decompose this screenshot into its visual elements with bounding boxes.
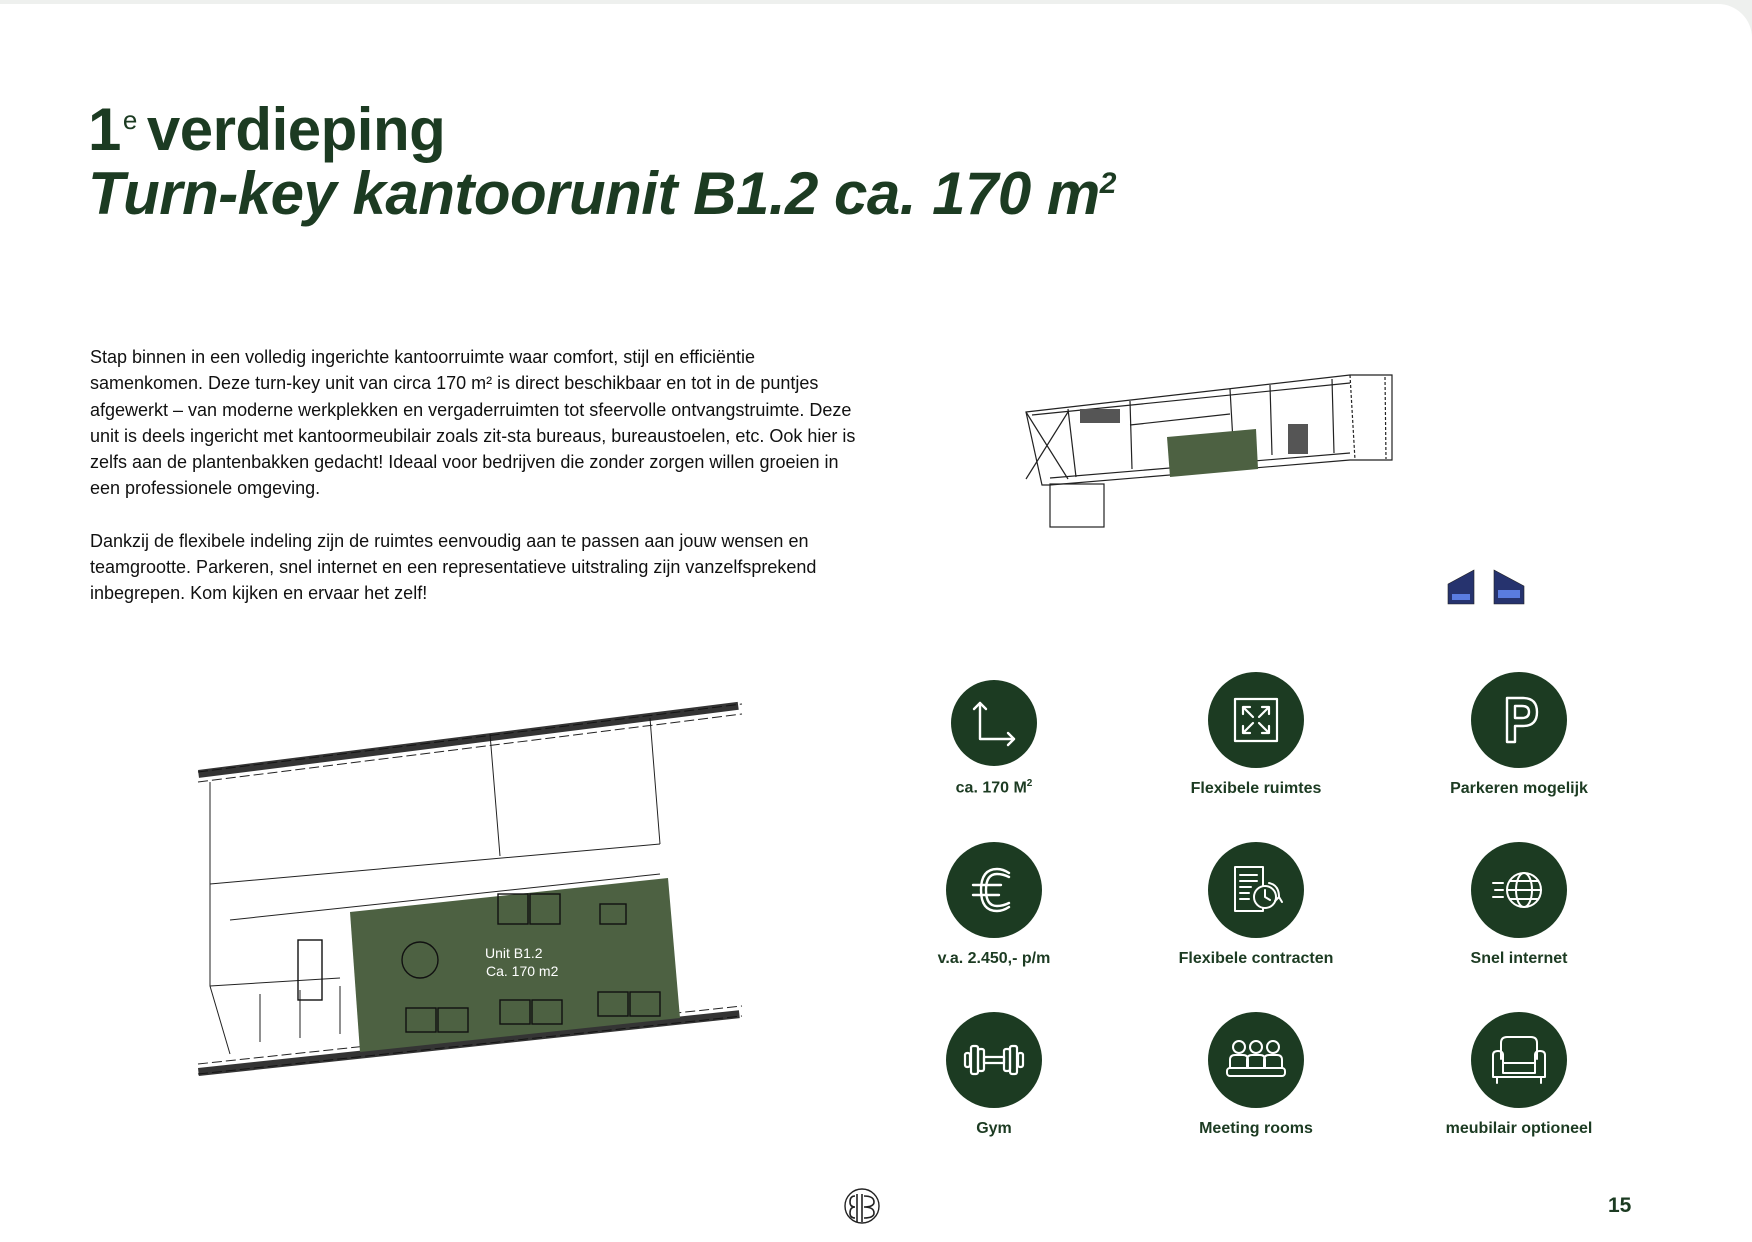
- description: [90, 344, 860, 633]
- description-paragraph-1: Stap binnen in een volledig ingerichte kantoorruimte waar comfort, stijl en efficiëntie samenkomen. Deze turn-key unit van circa 170 m² is direct beschikbaar en tot in de puntjes afgewerkt – van moderne werkplekken en vergaderruimten tot sfeervolle ontvangstruimte. Deze unit is deels ingericht met kantoormeubilair zoals zit-sta bureaus, bureaustoelen, etc. Ook hier is zelfs aan de plantenbakken gedacht! Ideaal voor bedrijven die zonder zorgen willen groeien in een professionele omgeving.: [90, 347, 856, 499]
- building-thumbnail-icons: [1444, 566, 1534, 614]
- feature-furniture-label: meubilair optioneel: [1445, 1120, 1593, 1137]
- page-title: [88, 96, 446, 163]
- brand-logo: [842, 1184, 882, 1228]
- expand-arrows-icon: [1208, 672, 1304, 768]
- page-subtitle: [88, 160, 1116, 227]
- description-paragraph-2: Dankzij de flexibele indeling zijn de ruimtes eenvoudig aan te passen aan jouw wensen en teamgrootte. Parkeren, snel internet en een representatieve uitstraling zijn vanzelfsprekend inbegrepen. Kom kijken en ervaar het zelf!: [90, 530, 817, 604]
- feature-flexible-spaces-label: Flexibele ruimtes: [1190, 780, 1322, 797]
- feature-internet-label: Snel internet: [1470, 950, 1568, 967]
- feature-flexible-contracts-label: Flexibele contracten: [1178, 950, 1334, 967]
- unit-label: Unit B1.2: [485, 945, 543, 961]
- floor-number: 1: [88, 96, 121, 163]
- feature-area: [879, 680, 1109, 797]
- feature-furniture: [1404, 1012, 1634, 1138]
- dumbbell-icon: [946, 1012, 1042, 1108]
- area-arrows-icon: [951, 680, 1037, 766]
- feature-flexible-spaces: [1141, 672, 1371, 798]
- globe-speed-icon: [1471, 842, 1567, 938]
- feature-parking: [1404, 672, 1634, 798]
- feature-price-label: v.a. 2.450,- p/m: [937, 950, 1051, 967]
- parking-p-icon: [1471, 672, 1567, 768]
- meeting-people-icon: [1208, 1012, 1304, 1108]
- unit-area-label: Ca. 170 m2: [486, 963, 559, 979]
- feature-internet: [1404, 842, 1634, 968]
- feature-area-label: ca. 170 $M^2$: [955, 778, 1033, 797]
- subtitle-text: Turn-key kantoorunit B1.2 ca. 170 m: [88, 160, 1100, 227]
- building-overview-plan: [1020, 369, 1400, 539]
- brochure-page: [0, 4, 1752, 1242]
- floor-number-suffix: e: [122, 105, 137, 135]
- unit-floor-plan: [190, 694, 750, 1114]
- overview-unit-highlight: [1167, 429, 1258, 477]
- feature-flexible-contracts: [1141, 842, 1371, 968]
- feature-parking-label: Parkeren mogelijk: [1450, 780, 1588, 797]
- feature-price: [879, 842, 1109, 968]
- feature-meeting-rooms-label: Meeting rooms: [1199, 1120, 1313, 1137]
- feature-meeting-rooms: [1141, 1012, 1371, 1138]
- floor-heading: verdieping: [146, 96, 446, 163]
- subtitle-sup: 2: [1099, 167, 1116, 200]
- feature-gym-label: Gym: [976, 1120, 1012, 1137]
- contract-clock-icon: [1208, 842, 1304, 938]
- euro-icon: [946, 842, 1042, 938]
- page-number: 15: [1608, 1194, 1632, 1217]
- feature-gym: [879, 1012, 1109, 1138]
- armchair-icon: [1471, 1012, 1567, 1108]
